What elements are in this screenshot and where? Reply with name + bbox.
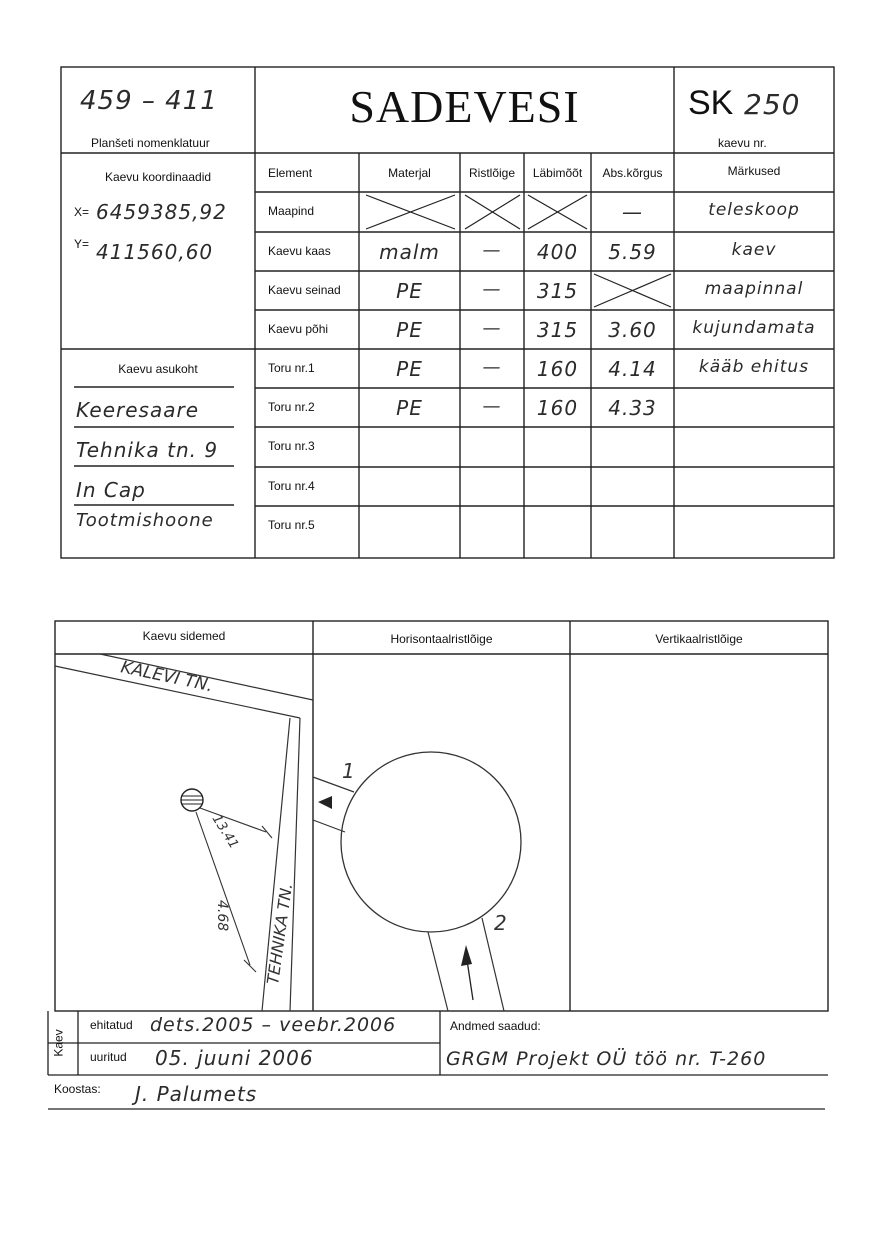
- coord-x-value: 6459385,92: [96, 200, 227, 224]
- col-label-vertikaal: Vertikaalristlõige: [655, 632, 743, 646]
- col-header-markused: Märkused: [727, 164, 781, 178]
- well-prefix: SK: [688, 84, 734, 122]
- location-line: Tootmishoone: [76, 510, 214, 531]
- page-title: SADEVESI: [349, 81, 580, 132]
- table-cell-ristloige: —: [482, 240, 502, 261]
- table-cell-markused: teleskoop: [708, 200, 800, 220]
- table-cell-abs: 5.59: [608, 240, 657, 264]
- location-line: In Cap: [76, 478, 146, 502]
- table-cell-markused: kujundamata: [692, 318, 816, 338]
- distance-label: 4.68: [214, 900, 230, 932]
- location-line: Keeresaare: [76, 398, 199, 422]
- table-cell-element: Toru nr.5: [268, 518, 315, 532]
- table-cell-labimoot: 400: [536, 240, 579, 264]
- col-label-sidemed: Kaevu sidemed: [142, 629, 226, 643]
- author-label: Koostas:: [54, 1082, 101, 1096]
- table-cell-ristloige: —: [482, 396, 502, 417]
- table-cell-element: Kaevu põhi: [268, 322, 329, 336]
- nomenclature-label: Planšeti nomenklatuur: [91, 136, 210, 150]
- surveyed-label: uuritud: [90, 1050, 127, 1064]
- table-cell-materjal: PE: [396, 318, 423, 342]
- table-cell-markused: kääb ehitus: [698, 357, 810, 377]
- table-cell-element: Maapind: [268, 204, 315, 218]
- surveyed-value: 05. juuni 2006: [155, 1046, 314, 1070]
- pipe-2-label: 2: [494, 911, 507, 935]
- built-value: dets.2005 – veebr.2006: [150, 1014, 397, 1036]
- table-cell-materjal: malm: [379, 240, 440, 264]
- table-cell-ristloige: —: [482, 318, 502, 339]
- table-cell-element: Toru nr.2: [268, 400, 315, 414]
- table-cell-labimoot: 160: [536, 357, 579, 381]
- distance-label: 13.41: [208, 812, 242, 852]
- source-label: Andmed saadud:: [450, 1019, 541, 1033]
- col-header-materjal: Materjal: [388, 166, 431, 180]
- table-cell-materjal: PE: [396, 357, 423, 381]
- col-header-element: Element: [268, 166, 313, 180]
- coords-label: Kaevu koordinaadid: [104, 170, 212, 184]
- table-cell-ristloige: —: [482, 279, 502, 300]
- col-header-ristloige: Ristlõige: [468, 166, 516, 180]
- table-cell-labimoot: 315: [536, 279, 579, 303]
- col-label-horisontaal: Horisontaalristlõige: [390, 632, 493, 646]
- table-cell-markused: kaev: [731, 240, 777, 260]
- source-value: GRGM Projekt OÜ töö nr. T-260: [446, 1048, 767, 1070]
- table-cell-element: Toru nr.3: [268, 439, 315, 453]
- table-cell-element: Kaevu kaas: [268, 244, 331, 258]
- table-cell-element: Toru nr.1: [268, 361, 315, 375]
- table-cell-abs: 3.60: [608, 318, 657, 342]
- street-label-tehnika: TEHNIKA TN.: [263, 881, 297, 986]
- street-label-kalevi: KALEVI TN.: [118, 657, 215, 697]
- table-cell-markused: maapinnal: [704, 279, 804, 299]
- col-header-abs: Abs.kõrgus: [602, 166, 663, 180]
- table-cell-abs: 4.14: [608, 357, 657, 381]
- nomenclature-value: 459 – 411: [80, 86, 218, 116]
- author-value: J. Palumets: [135, 1082, 258, 1106]
- table-cell-materjal: PE: [396, 279, 423, 303]
- table-cell-element: Kaevu seinad: [268, 283, 341, 297]
- table-cell-abs: —: [622, 200, 643, 224]
- table-cell-materjal: PE: [396, 396, 423, 420]
- table-cell-ristloige: —: [482, 357, 502, 378]
- table-cell-labimoot: 160: [536, 396, 579, 420]
- table-cell-element: Toru nr.4: [268, 479, 315, 493]
- col-header-labimoot: Läbimõõt: [532, 166, 583, 180]
- footer-side-label: Kaev: [51, 1029, 66, 1057]
- table-cell-labimoot: 315: [536, 318, 579, 342]
- built-label: ehitatud: [90, 1018, 133, 1032]
- location-label: Kaevu asukoht: [118, 362, 198, 376]
- table-cell-abs: 4.33: [608, 396, 657, 420]
- well-number-label: kaevu nr.: [718, 136, 767, 150]
- location-line: Tehnika tn. 9: [76, 438, 219, 462]
- pipe-1-label: 1: [342, 759, 355, 783]
- well-number: 250: [744, 88, 801, 121]
- coord-y-label: Y=: [74, 237, 90, 251]
- coord-y-value: 411560,60: [96, 240, 214, 264]
- coord-x-label: X=: [74, 205, 90, 219]
